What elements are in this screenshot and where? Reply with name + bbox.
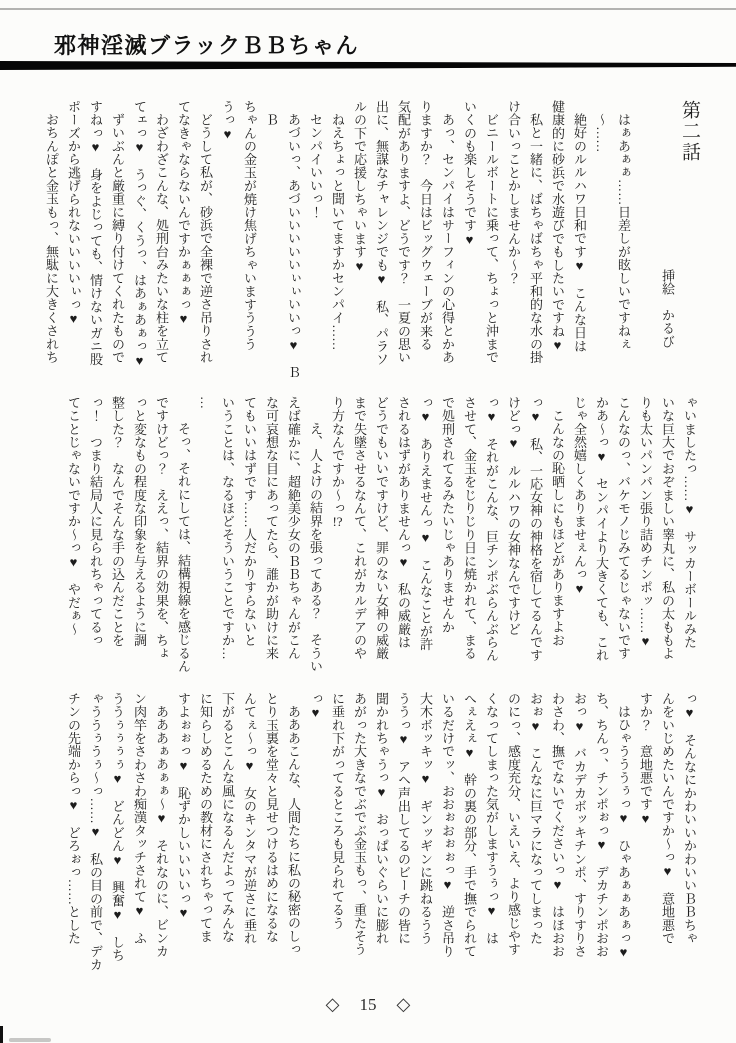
text-line: はぁあぁぁ……日差しが眩しいですねぇ: [616, 113, 631, 351]
text-line: そっ、それにしては、結構視線を感じるん: [176, 422, 191, 673]
text-line: け合いっことかしませんか～？: [506, 100, 521, 285]
text-line: いくのも楽しそうです♥: [462, 100, 477, 248]
text-line: あああこんな、人間たちに私の秘密のしっ: [286, 705, 301, 956]
text-line: に垂れ下がってるところも見られてるう: [330, 692, 345, 930]
text-line: えば確かに、超絶美少女のＢＢちゃんがこん: [286, 396, 301, 660]
text-line: てもいいはずです……人だかりすらないと: [242, 396, 257, 647]
text-line: どうでもいいですけど、罪のない女神の威厳: [374, 396, 389, 660]
text-line: ですけどっ？ ええっ、結界の効果を、ちょ: [154, 396, 169, 660]
text-line: センパイいいっ！: [308, 113, 323, 219]
text-line: …: [198, 396, 213, 410]
text-line: で処刑されてるみたいじゃありませんか: [440, 396, 455, 634]
page-footer: [0, 994, 736, 1015]
text-line: ～……: [594, 113, 609, 153]
text-line: え、人よけの結界を張ってある？ そうい: [308, 422, 323, 673]
chapter-heading: 第二話: [679, 100, 700, 163]
text-line: すよぉぉっ♥ 恥ずかしいいいいっ♥: [176, 692, 191, 921]
text-line: まで失墜させるなんて、これがカルデアのや: [352, 396, 367, 660]
text-line: 出に、無謀なチャレンジでも♥ 私、パラソ: [374, 100, 389, 366]
text-line: ン肉竿をさわさわ痴漢タッチされて♥ ふ: [132, 692, 147, 945]
text-line: っ♥: [308, 692, 323, 721]
text-line: どうして私が、砂浜で全裸で逆さ吊りされ: [198, 113, 213, 364]
text-line: な可哀想な目にあってたら、誰かが助けに来: [264, 396, 279, 660]
footer-diamond-right: ◇: [396, 994, 411, 1014]
text-line: んてぇ～っ♥ 女のキンタマが逆さに垂れ: [242, 692, 257, 945]
text-line: こんなの恥晒しにもほどがありますよお: [550, 409, 565, 647]
text-line: はひゃうううぅっ♥ ひゃあぁぁあぁっ♥: [616, 705, 631, 960]
text-line: てェっ♥ うっぐ、くうっ、はあぁあぁっ♥: [132, 100, 147, 368]
text-line: おちんぽと金玉もっ、無駄に大きくされち: [44, 113, 59, 364]
text-line: あああぁあぁぁ～♥ それなのに、ビンカ: [154, 705, 169, 958]
text-line: ずいぶんと厳重に縛り付けてくれたもので: [110, 113, 125, 364]
text-line: 下がるとこんな風になるんだよってみんな: [220, 692, 235, 943]
text-line: へぇえぇ♥ 幹の裏の部分、手で撫でられて: [462, 692, 477, 958]
text-line: っ！ つまり結局人に見られちゃってるっ: [88, 396, 103, 647]
blank-column: [634, 100, 656, 382]
text-line: 健康的に砂浜で水遊びでもしたいですね♥: [550, 100, 565, 353]
page-number: 15: [359, 994, 377, 1014]
illustration-credit: 挿絵 かるび: [660, 269, 675, 349]
text-line: ポーズから逃げられないいいいぃっ♥: [66, 100, 81, 327]
text-line: チンの先端からっ♥ どろぉっ……とした: [66, 692, 81, 945]
text-line: 私と一緒に、ばちゃばちゃ平和的な水の掛: [528, 113, 543, 364]
scan-edge-mark: [0, 1026, 3, 1043]
text-line: のにっ、感度充分、いえいえ、より感じやす: [506, 692, 521, 956]
text-line: わさわ、撫でないでくださいっ♥ はほおお: [550, 692, 565, 958]
text-line: ねえちょっと聞いてますかセンパイ……: [330, 113, 345, 351]
text-line: に知らしめるための教材にされちゃってま: [198, 692, 213, 943]
text-line: っと変なもの程度な印象を与えるように調: [132, 396, 147, 647]
text-line: 聞かれちゃうっ♥ おっぱいぐらいに膨れ: [374, 692, 389, 945]
text-line: ううぅぅぅぅ♥ どんどん♥ 興奮♥ しち: [110, 692, 125, 962]
text-line: あがった大きなでぶでぶ金玉もっ、重たそう: [352, 692, 367, 956]
text-line: いな巨大でおぞましい睾丸に、私の太ももよ: [660, 396, 675, 660]
footer-diamond-left: ◇: [325, 994, 340, 1014]
text-line: 整した？ なんでそんな手の込んだことを: [110, 396, 125, 647]
text-line: っ♥ ありえませんっ♥ こんなことが許: [418, 396, 433, 651]
page-title: 邪神淫滅ブラックＢＢちゃん: [54, 33, 360, 58]
text-line: ち、ちんっ、チンポぉっ♥ デカチンポおお: [594, 692, 609, 958]
text-line: ちゃんの金玉が焼け焦げちゃいますううう: [242, 100, 257, 351]
scan-smudge: [9, 1038, 51, 1042]
text-line: ビニールボートに乗って、ちょっと沖まで: [484, 113, 499, 364]
text-line: ルの下で応援しちゃいます♥: [352, 100, 367, 274]
text-line: てことじゃないですか～っ♥ やだぁ～: [66, 396, 81, 636]
text-line: けどっ♥ ルルハワの女神なんですけど: [506, 396, 521, 636]
text-band-1: [40, 100, 700, 382]
text-line: んをいじめたいんですか～っ♥ 意地悪で: [660, 692, 675, 945]
text-line: ゃううぅうぅ～っ……♥ 私の目の前で、デカ: [88, 692, 103, 972]
text-line: とり玉裏を堂々と見せつけるはめになるな: [264, 692, 279, 943]
text-line: させて、金玉をじりじり日に焼かれて、まる: [462, 396, 477, 660]
text-line: 大木ボッキッ♥ ギンッギンに跳ねるうう: [418, 692, 433, 945]
text-line: こんなのっ、バケモノじみてるじゃないです: [616, 396, 631, 660]
text-line: おぉ♥ こんなに巨マラになってしまった: [528, 692, 543, 945]
text-line: うっ♥: [220, 100, 235, 142]
text-band-3: [62, 692, 700, 974]
tatechuyoko-mark: !?: [332, 514, 343, 528]
text-line: っ♥ それがこんな、巨チンポぶらんぶらん: [484, 396, 499, 662]
text-line: っ♥ 私、一応女神の神格を宿してるんです: [528, 396, 543, 662]
text-line: いるだけでッ、おおぉおぉぉっ♥ 逆さ吊り: [440, 692, 455, 958]
text-line: おっ♥ バカデカボッキチンポ、すりすりさ: [572, 692, 587, 958]
text-line: りも太いパンパン張り詰めチンポッ……♥: [638, 396, 653, 649]
text-line: てなきゃならないんですかぁぁぁっ♥: [176, 100, 191, 327]
text-line: ゃいましたっ……♥ サッカーボールみた: [682, 396, 697, 649]
text-band-2: [62, 396, 700, 678]
text-line: り方なんですか～っ!?: [330, 396, 345, 528]
top-edge-line: [0, 8, 736, 10]
text-line: 気配がありますよ、どうです？ 一夏の思い: [396, 100, 411, 364]
text-line: っ♥ そんなにかわいいかわいいＢＢちゃ: [682, 692, 697, 945]
text-line: すか？ 意地悪です♥: [638, 692, 653, 826]
title-divider-rule: [0, 60, 736, 70]
text-line: あづいっ、あづいいいいいぃぃいいっ♥ ＢＢ: [264, 113, 301, 379]
text-line: 絶好のルルハワ日和です♥ こんな日は: [572, 113, 587, 353]
text-line: りますか？ 今日はビッグウェーブが来る: [418, 100, 433, 351]
text-line: じゃ全然嬉しくありませぇんっ♥: [572, 396, 587, 596]
text-line: くなってしまった気がしますうぅっ♥ は: [484, 692, 499, 945]
text-line: すねっ♥ 身をよじっても、情けないガニ股: [88, 100, 103, 366]
text-line: されるはずがありませんっ♥ 私の威厳は: [396, 396, 411, 649]
text-line: あっ、センパイはサーフィンの心得とかあ: [440, 113, 455, 364]
text-line: かあ～っ♥ センパイより大きくても、これ: [594, 396, 609, 662]
text-line: いうことは、なるほどそういうことですか…: [220, 396, 235, 660]
text-line: わざわざこんな、処刑台みたいな柱を立て: [154, 113, 169, 364]
text-line: ううっ♥ アヘ声出してるのビーチの皆に: [396, 692, 411, 945]
